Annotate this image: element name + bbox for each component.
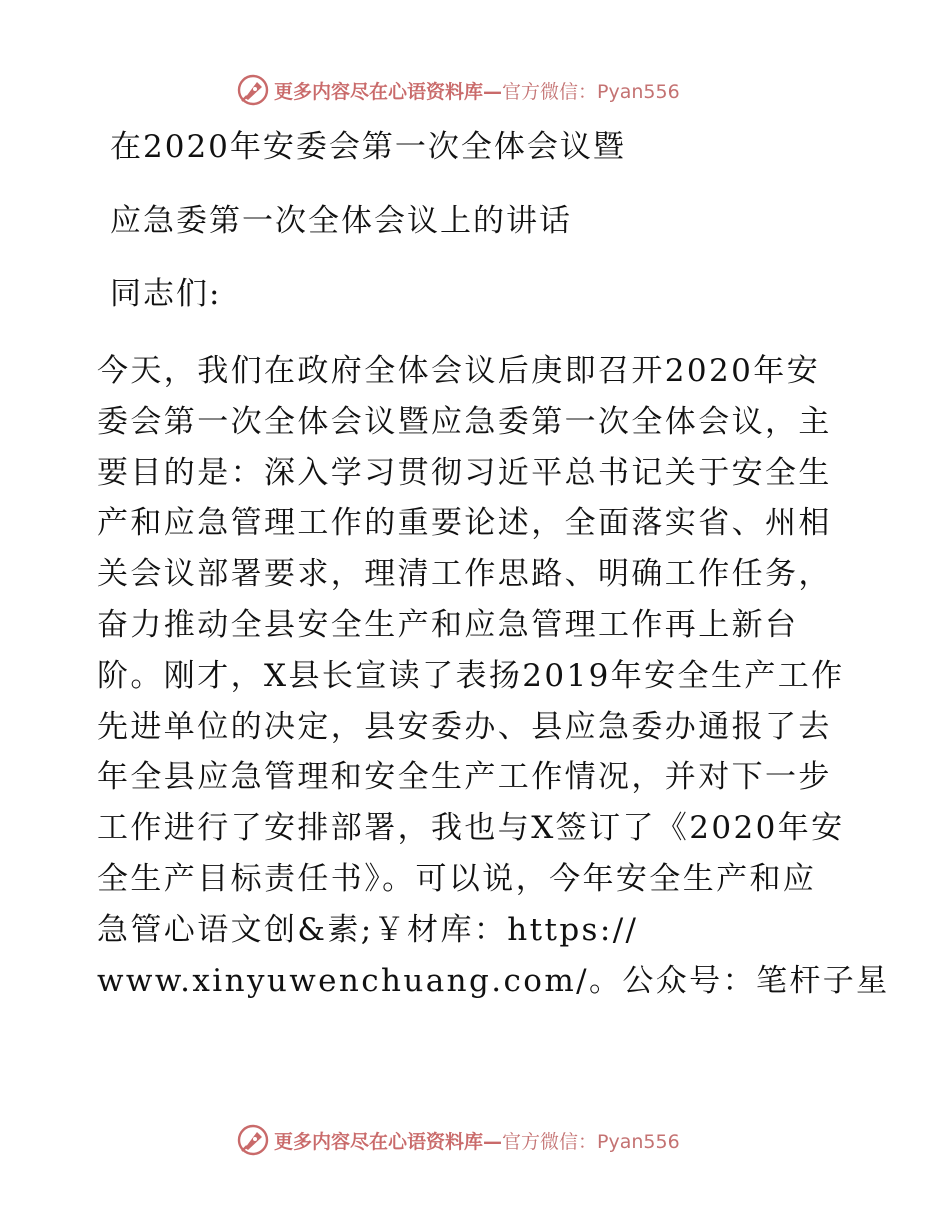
body-line: 工作进行了安排部署，我也与X签订了《2020年安 — [97, 810, 845, 847]
banner-text-main: 更多内容尽在心语资料库— — [274, 80, 503, 103]
banner-text — [274, 77, 680, 104]
body-line: 要目的是：深入学习贯彻习近平总书记关于安全生 — [97, 454, 832, 491]
body-line: 阶。刚才，X县长宣读了表扬2019年安全生产工作 — [97, 657, 845, 694]
body-line: 关会议部署要求，理清工作思路、明确工作任务， — [97, 556, 832, 593]
body-line: www.xinyuwenchuang.com/。公众号：笔杆子星 — [97, 962, 890, 999]
body-line: 产和应急管理工作的重要论述，全面落实省、州相 — [97, 505, 832, 542]
body-line: 急管心语文创&素;￥材库：https:// — [97, 911, 639, 948]
banner-text — [274, 1127, 680, 1154]
body-line: 先进单位的决定，县安委办、县应急委办通报了去 — [97, 708, 832, 745]
greeting: 同志们: — [110, 276, 222, 312]
document-title-line-1: 在2020年安委会第一次全体会议暨 — [110, 129, 626, 165]
banner-text-tail: 官方微信：Pyan556 — [502, 80, 680, 103]
body-line: 全生产目标责任书》。可以说，今年安全生产和应 — [97, 860, 817, 897]
body-line: 年全县应急管理和安全生产工作情况，并对下一步 — [97, 759, 832, 796]
footer-watermark-banner — [236, 1122, 680, 1158]
pen-nib-logo-icon — [236, 73, 270, 107]
body-line: 奋力推动全县安全生产和应急管理工作再上新台 — [97, 606, 799, 643]
body-line: 委会第一次全体会议暨应急委第一次全体会议，主 — [97, 403, 832, 440]
body-line: 今天，我们在政府全体会议后庚即召开2020年安 — [97, 353, 821, 389]
speech-body — [97, 346, 890, 1006]
banner-text-tail: 官方微信：Pyan556 — [502, 1130, 680, 1153]
pen-nib-logo-icon — [236, 1123, 270, 1157]
document-title-line-2: 应急委第一次全体会议上的讲话 — [110, 203, 572, 239]
header-watermark-banner — [236, 72, 680, 108]
banner-text-main: 更多内容尽在心语资料库— — [274, 1130, 503, 1153]
